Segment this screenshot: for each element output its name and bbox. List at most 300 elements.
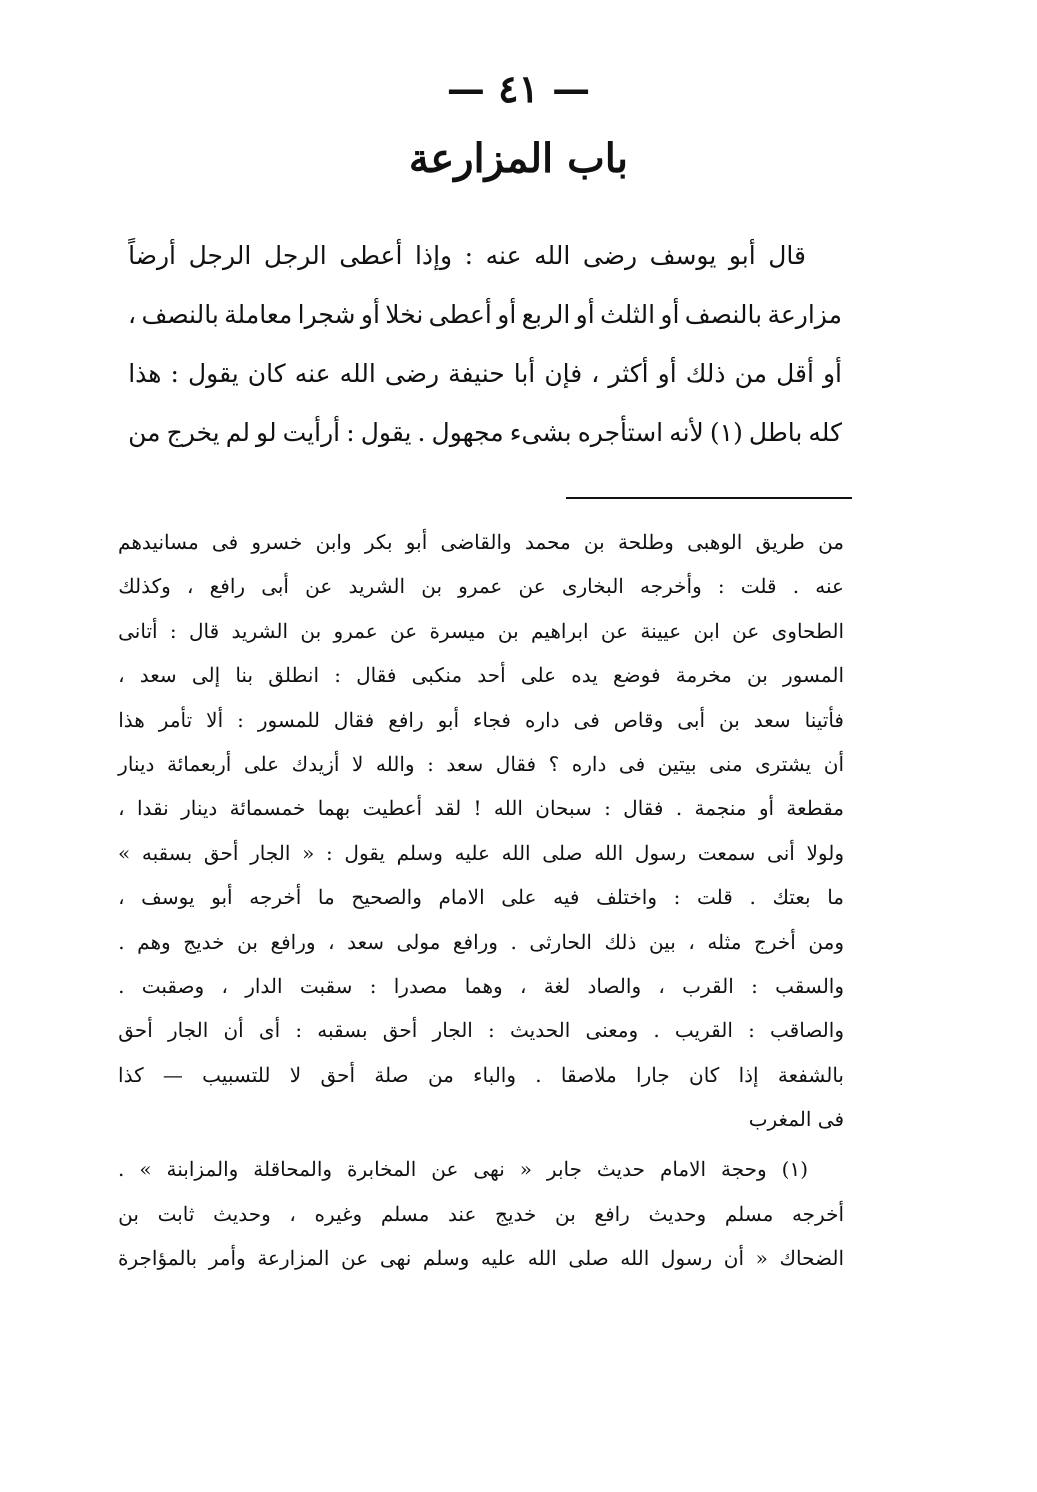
word: وقاص — [613, 707, 664, 732]
word: بسقبه — [317, 1018, 368, 1043]
word: كان — [247, 359, 286, 388]
word: نهى — [379, 1246, 412, 1271]
word: جابر — [546, 1157, 582, 1182]
word: ، — [118, 796, 125, 821]
word: عن — [518, 574, 546, 599]
word: ، — [328, 929, 335, 954]
word: الله — [339, 359, 376, 388]
word: يقول — [360, 418, 412, 447]
word: للتسبيب — [202, 1062, 271, 1087]
word: قلت — [740, 574, 777, 599]
word: والله — [375, 751, 415, 776]
word: أتانى — [118, 618, 158, 643]
word: ما — [827, 885, 844, 910]
word: صلة — [374, 1062, 409, 1087]
word: جارا — [636, 1062, 670, 1087]
word: خديج — [183, 929, 225, 954]
word: عن — [305, 574, 333, 599]
word: فوضع — [613, 663, 661, 688]
word: رسول — [634, 840, 687, 865]
word: أو — [657, 359, 677, 388]
word: » — [139, 1157, 152, 1182]
word: بالنصف — [141, 300, 219, 329]
word: يخرج — [166, 418, 220, 447]
word: بن — [746, 663, 768, 688]
word: والسقب — [775, 973, 844, 998]
word: أحد — [477, 663, 506, 688]
word: أحق — [382, 1018, 418, 1043]
word: تأمر — [158, 707, 193, 732]
word: . — [118, 929, 125, 954]
word: أن — [223, 1018, 244, 1043]
word: : — [464, 241, 474, 270]
footnote-line — [118, 875, 844, 919]
word: انطلق — [268, 663, 320, 688]
word: لقد — [434, 796, 462, 821]
word: . — [792, 574, 800, 599]
word: والمحاقلة — [253, 1157, 333, 1182]
word: سعد — [347, 929, 384, 954]
word: طريق — [755, 530, 805, 554]
word: الشريد — [231, 618, 289, 643]
word: القريب — [674, 1018, 733, 1043]
word: الله — [620, 1246, 650, 1271]
word: أو — [360, 300, 380, 329]
word: إذا — [738, 1062, 759, 1087]
word: لو — [256, 418, 277, 447]
word: المسور — [782, 663, 844, 688]
word: ملاصقا — [560, 1062, 617, 1087]
main-text-line — [128, 344, 842, 403]
word: يده — [571, 663, 598, 688]
word: : — [673, 885, 681, 910]
word: يقول — [344, 840, 385, 865]
main-text-line — [128, 285, 842, 344]
word: ورافع — [452, 929, 498, 954]
word: ألا — [206, 707, 224, 732]
word: مجهول — [431, 418, 504, 447]
word: الله — [527, 1246, 557, 1271]
word: فى — [618, 751, 646, 776]
word: فإن — [544, 359, 583, 388]
word: استأجره — [577, 418, 664, 447]
word: فقال — [333, 707, 375, 732]
word: (١) — [781, 1157, 808, 1182]
word: ورافع — [270, 929, 316, 954]
word: رافع — [594, 1201, 630, 1226]
word: ومن — [808, 929, 844, 954]
footnote-line — [118, 920, 844, 964]
word: « — [302, 840, 315, 865]
word: والباء — [473, 1062, 516, 1087]
word: أخرجه — [791, 1201, 844, 1226]
word: سعد — [446, 751, 484, 776]
word: أو — [660, 300, 680, 329]
word: . — [749, 885, 756, 910]
word: على — [520, 663, 557, 688]
word: لا — [351, 751, 364, 776]
word: : — [295, 1018, 303, 1043]
word: الله — [493, 796, 523, 821]
footnote-line: فى المغرب — [748, 1107, 844, 1132]
word: . — [675, 796, 683, 821]
word: وطلحة — [617, 530, 674, 554]
word: القرب — [682, 973, 734, 998]
word: الرجل — [188, 241, 252, 270]
word: وابن — [315, 530, 352, 554]
main-text-line — [128, 403, 842, 462]
word: وسلم — [422, 1246, 470, 1271]
word: الحارثى — [529, 929, 592, 954]
word: صلى — [568, 1246, 609, 1271]
word: » — [118, 840, 131, 865]
word: : — [717, 574, 725, 599]
word: أحق — [320, 1062, 356, 1087]
word: : — [346, 418, 355, 447]
word: الجار — [167, 1018, 209, 1043]
word: أزيدك — [291, 751, 340, 776]
word: كذا — [118, 1062, 144, 1087]
word: ذلك — [604, 929, 637, 954]
word: وأمر — [208, 1246, 246, 1271]
word: : — [369, 973, 377, 998]
word: رافع — [209, 574, 246, 599]
word: عن — [341, 1246, 369, 1271]
word: : — [427, 751, 434, 776]
word: سبحان — [535, 796, 592, 821]
word: أكثر — [608, 359, 649, 388]
word: من — [427, 1062, 454, 1087]
footnote-line — [118, 653, 844, 697]
word: مسانيدهم — [118, 530, 199, 554]
word: أعطيت — [362, 796, 423, 821]
word: دينار — [118, 751, 155, 776]
footnote-line — [118, 831, 844, 875]
word: شجرا — [297, 300, 356, 329]
word: من — [128, 418, 161, 447]
word: (١) — [709, 418, 743, 447]
word: ميسرة — [429, 618, 486, 643]
word: بنا — [235, 663, 254, 688]
word: ابراهيم — [530, 618, 589, 643]
word: نخلا — [385, 300, 424, 329]
footnote-line — [118, 1192, 844, 1236]
word: ! — [473, 796, 482, 821]
word: أحق — [118, 1018, 153, 1043]
word: وحديث — [648, 1201, 707, 1226]
word: قال — [188, 618, 220, 643]
word: الشريد — [348, 574, 406, 599]
word: لا — [289, 1062, 302, 1087]
word: أنى — [767, 840, 795, 865]
word: بن — [718, 707, 740, 732]
word: مقطعة — [786, 796, 844, 821]
word: عن — [732, 618, 760, 643]
word: المزارعة — [257, 1246, 330, 1271]
word: مصدرا — [393, 973, 448, 998]
word: سعد — [139, 663, 177, 688]
word: أو — [758, 796, 775, 821]
word: الجار — [432, 1018, 473, 1043]
word: واختلف — [596, 885, 658, 910]
word: فقال — [356, 663, 397, 688]
word: عمرو — [333, 618, 378, 643]
word: : — [488, 1018, 495, 1043]
word: ، — [591, 359, 600, 388]
word: عن — [389, 618, 418, 643]
word: والصاد — [587, 973, 642, 998]
word: بن — [583, 530, 605, 554]
word: أقل — [776, 359, 814, 388]
word: منجمة — [694, 796, 747, 821]
word: نقدا — [136, 796, 169, 821]
word: مسلم — [724, 1201, 774, 1226]
word: فى — [211, 530, 239, 554]
main-text — [128, 226, 842, 462]
word: أبا — [513, 359, 536, 388]
word: عليه — [480, 1246, 517, 1271]
word: أبو — [437, 707, 460, 732]
word: عن — [600, 618, 629, 643]
footnotes — [118, 520, 844, 1281]
word: « — [519, 1157, 532, 1182]
word: والقاضى — [440, 530, 512, 554]
word: أرضاً — [128, 241, 177, 270]
word: كان — [689, 1062, 720, 1087]
word: أخرجه — [249, 885, 302, 910]
word: أى — [258, 1018, 281, 1043]
word: وهم — [137, 929, 171, 954]
footnote-line — [118, 1147, 844, 1191]
word: : — [334, 663, 341, 688]
word: ، — [128, 300, 137, 329]
word: بعتك — [772, 885, 811, 910]
footnote-line — [118, 1053, 844, 1097]
word: صلى — [542, 840, 583, 865]
word: ، — [519, 973, 527, 998]
word: أبو — [405, 530, 428, 554]
word: ، — [118, 885, 125, 910]
word: ولولا — [806, 840, 844, 865]
word: منكبى — [411, 663, 463, 688]
word: يوسف — [141, 885, 195, 910]
word: بكر — [364, 530, 393, 554]
word: عن — [431, 1157, 459, 1182]
word: للمسور — [257, 707, 320, 732]
word: منى — [709, 751, 743, 776]
word: — — [162, 1062, 183, 1087]
word: أو — [822, 359, 842, 388]
word: عنه — [294, 359, 331, 388]
word: بن — [421, 574, 443, 599]
word: خسرو — [251, 530, 303, 554]
word: بالنصف — [684, 300, 763, 329]
word: مولى — [396, 929, 441, 954]
word: رسول — [660, 1246, 713, 1271]
word: دينار — [181, 796, 218, 821]
word: بن — [118, 1201, 139, 1226]
word: الجار — [250, 840, 291, 865]
word: الله — [501, 840, 531, 865]
word: والصحيح — [351, 885, 422, 910]
word: باطل — [748, 418, 803, 447]
word: ؟ — [548, 751, 560, 776]
word: . — [417, 418, 426, 447]
word: بشىء — [509, 418, 572, 447]
word: معاملة — [224, 300, 293, 329]
word: وإذا — [414, 241, 453, 270]
word: . — [653, 1018, 660, 1043]
footnote-line — [118, 520, 844, 564]
word: محمد — [524, 530, 571, 554]
word: ومعنى — [585, 1018, 639, 1043]
word: بيتين — [657, 751, 697, 776]
word: الحديث — [509, 1018, 571, 1043]
word: لأنه — [669, 418, 704, 447]
word: مثله — [707, 929, 742, 954]
word: الله — [594, 840, 624, 865]
word: الضحاك — [779, 1246, 844, 1271]
word: ، — [221, 973, 228, 998]
word: ما — [317, 885, 335, 910]
word: عنه — [815, 574, 844, 599]
word: : — [170, 359, 179, 388]
word: أن — [723, 1246, 745, 1271]
word: خديج — [495, 1201, 537, 1226]
word: فجاء — [473, 707, 511, 732]
word: سعد — [753, 707, 791, 732]
word: : — [237, 707, 244, 732]
word: بسقبه — [141, 840, 193, 865]
word: يقول — [188, 359, 239, 388]
word: حديث — [596, 1157, 645, 1182]
word: أرأيت — [282, 418, 341, 447]
word: يوسف — [649, 241, 717, 270]
word: بن — [555, 1201, 576, 1226]
word: لم — [225, 418, 250, 447]
word: على — [501, 885, 537, 910]
word: . — [510, 929, 517, 954]
word: بن — [497, 618, 519, 643]
word: وكذلك — [118, 574, 171, 599]
word: ، — [118, 663, 125, 688]
word: وحديث — [213, 1201, 271, 1226]
word: الربع — [521, 300, 571, 329]
word: أحق — [203, 840, 239, 865]
word: المخابرة — [346, 1157, 417, 1182]
word: أبو — [728, 241, 756, 270]
word: الوهبى — [687, 530, 743, 554]
word: : — [604, 796, 611, 821]
word: « — [755, 1246, 768, 1271]
word: ، — [289, 1201, 296, 1226]
word: لغة — [543, 973, 571, 998]
word: فى — [573, 707, 600, 732]
word: الثلث — [600, 300, 656, 329]
word: بالشفعة — [777, 1062, 844, 1087]
word: أو — [497, 300, 517, 329]
word: بهما — [317, 796, 351, 821]
footnote-separator — [566, 497, 852, 499]
word: أو — [575, 300, 595, 329]
word: داره — [524, 707, 560, 732]
word: يشترى — [755, 751, 812, 776]
word: أعطى — [339, 241, 403, 270]
word: كله — [808, 418, 842, 447]
footnote-line — [118, 786, 844, 830]
word: أبى — [677, 707, 705, 732]
word: ، — [658, 973, 665, 998]
word: عمرو — [458, 574, 503, 599]
footnote-line — [118, 742, 844, 786]
word: عليه — [454, 840, 490, 865]
word: فيه — [553, 885, 580, 910]
word: الرجل — [263, 241, 327, 270]
word: : — [326, 840, 333, 865]
word: على — [243, 751, 280, 776]
word: سقبت — [299, 973, 353, 998]
word: وغيره — [314, 1201, 363, 1226]
footnote-line — [118, 1008, 844, 1052]
word: والصاقب — [770, 1018, 844, 1043]
word: وصقبت — [141, 973, 205, 998]
word: بين — [648, 929, 676, 954]
word: وأخرجه — [640, 574, 702, 599]
word: ابن — [693, 618, 720, 643]
word: . — [118, 973, 125, 998]
word: رضى — [384, 359, 440, 388]
word: الله — [534, 241, 571, 270]
word: ، — [186, 574, 194, 599]
word: أبو — [211, 885, 233, 910]
word: : — [169, 618, 177, 643]
word: أخرج — [753, 929, 796, 954]
word: إلى — [191, 663, 221, 688]
word: وحجة — [721, 1157, 767, 1182]
word: : — [748, 1018, 755, 1043]
word: خمسمائة — [229, 796, 306, 821]
word: وهما — [464, 973, 503, 998]
word: فأتينا — [804, 707, 844, 732]
word: . — [118, 1157, 125, 1182]
page-number: — ٤١ — — [446, 66, 591, 111]
footnote-line — [118, 964, 844, 1008]
word: الامام — [438, 885, 485, 910]
word: فقال — [495, 751, 537, 776]
word: سمعت — [697, 840, 756, 865]
word: فقال — [623, 796, 664, 821]
word: البخارى — [561, 574, 624, 599]
word: من — [818, 530, 844, 554]
footnote-line — [118, 1236, 844, 1280]
word: هذا — [118, 707, 145, 732]
word: عنه — [485, 241, 522, 270]
word: أبى — [261, 574, 289, 599]
word: قال — [768, 241, 806, 270]
footnote-line — [118, 564, 844, 608]
footnote-line — [118, 609, 844, 653]
word: مخرمة — [675, 663, 732, 688]
word: أربعمائة — [166, 751, 232, 776]
word: عند — [447, 1201, 477, 1226]
main-text-line — [128, 226, 842, 285]
word: الامام — [659, 1157, 707, 1182]
word: رافع — [388, 707, 424, 732]
word: من — [734, 359, 768, 388]
word: . — [535, 1062, 542, 1087]
word: الطحاوى — [771, 618, 844, 643]
word: هذا — [128, 359, 162, 388]
